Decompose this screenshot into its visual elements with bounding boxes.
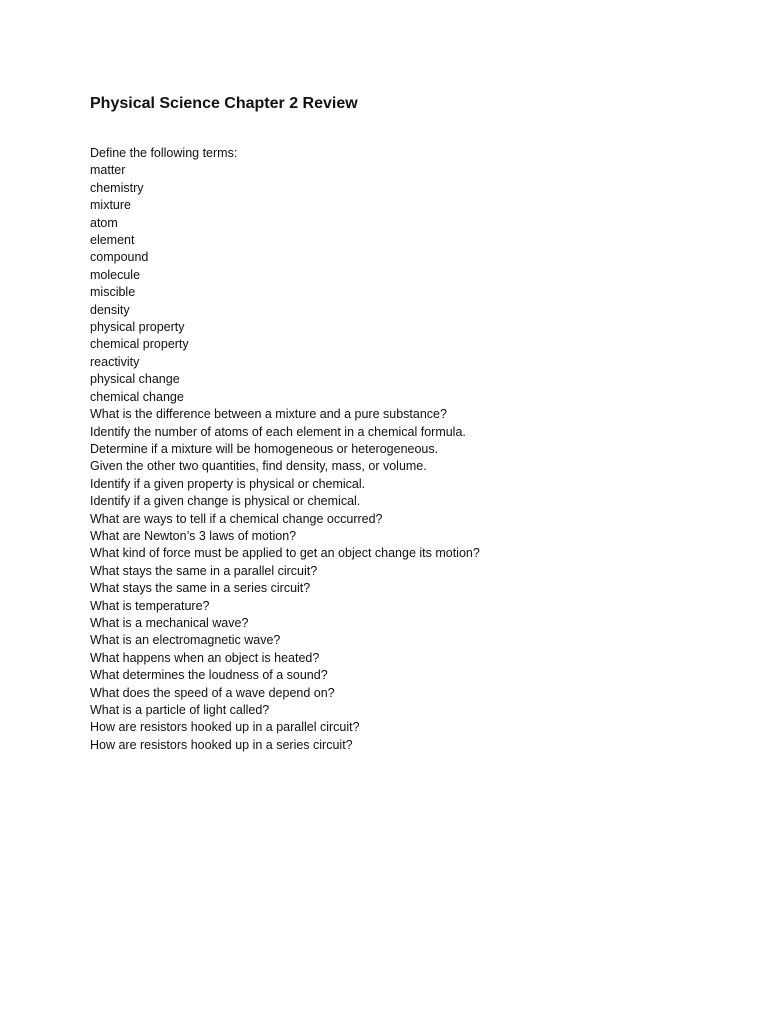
term-item: element [90, 233, 135, 248]
term-item: reactivity [90, 354, 140, 369]
term-item: compound [90, 250, 149, 265]
document-body [90, 145, 730, 754]
term-item: density [90, 302, 130, 317]
term-item: mixture [90, 198, 131, 213]
question-item: What stays the same in a series circuit? [90, 581, 311, 596]
term-item: molecule [90, 267, 141, 282]
question-item: How are resistors hooked up in a series circuit? [90, 737, 353, 752]
question-item: What is temperature? [90, 598, 210, 613]
term-item: chemistry [90, 180, 144, 195]
intro-text: Define the following terms: [90, 146, 238, 160]
question-item: What is an electromagnetic wave? [90, 633, 281, 648]
term-item: chemical property [90, 337, 189, 352]
question-item: What happens when an object is heated? [90, 650, 320, 665]
question-item: What is a particle of light called? [90, 703, 270, 717]
question-item: Identify if a given property is physical or chemical. [90, 476, 366, 491]
term-item: physical property [90, 320, 185, 335]
term-item: atom [90, 215, 118, 230]
question-item: How are resistors hooked up in a parallel circuit? [90, 720, 360, 735]
question-item: What is the difference between a mixture and a pure substance? [90, 407, 447, 422]
question-item: What stays the same in a parallel circuit? [90, 563, 318, 578]
question-item: What are Newton’s 3 laws of motion? [90, 528, 297, 543]
question-item: Given the other two quantities, find density, mass, or volume. [90, 459, 427, 474]
question-item: Identify the number of atoms of each element in a chemical formula. [90, 424, 466, 439]
page-title: Physical Science Chapter 2 Review [90, 95, 358, 112]
question-item: Identify if a given change is physical or chemical. [90, 494, 361, 509]
question-item: What does the speed of a wave depend on? [90, 685, 335, 700]
question-item: What is a mechanical wave? [90, 615, 249, 630]
term-item: matter [90, 163, 126, 178]
term-item: chemical change [90, 389, 184, 404]
question-item: Determine if a mixture will be homogeneous or heterogeneous. [90, 441, 439, 456]
question-item: What are ways to tell if a chemical change occurred? [90, 511, 383, 526]
term-item: miscible [90, 285, 136, 300]
question-item: What kind of force must be applied to get an object change its motion? [90, 546, 480, 561]
question-item: What determines the loudness of a sound? [90, 668, 328, 683]
term-item: physical change [90, 372, 180, 387]
